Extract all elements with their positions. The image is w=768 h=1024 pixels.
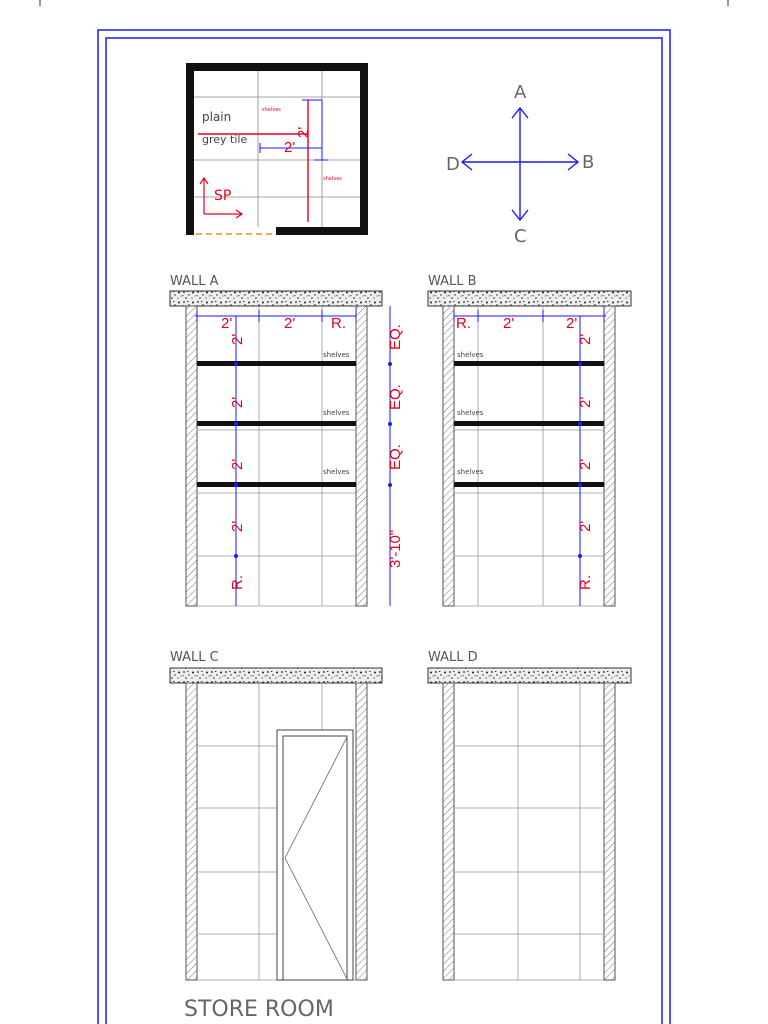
- wall-b-top-dim-2: 2': [503, 315, 515, 332]
- wall-b-shelf-tag-2: shelves: [457, 409, 484, 417]
- wall-b-side-dim-2: 2': [577, 396, 594, 408]
- wall-b-side-dim-5: R.: [577, 575, 594, 590]
- compass-b: B: [582, 152, 595, 173]
- wall-a-top-dim-2: 2': [284, 315, 296, 332]
- wall-a-right-dim-2: EQ.: [387, 384, 404, 410]
- wall-c-elevation: [170, 650, 382, 980]
- compass-arrows-icon: [462, 108, 578, 220]
- floor-plan: [186, 63, 368, 236]
- wall-c-title: WALL C: [170, 650, 219, 665]
- wall-b-title: WALL B: [428, 274, 477, 289]
- wall-a-side-dim-4: 2': [229, 520, 246, 532]
- wall-a-shelf-tag-3: shelves: [323, 468, 350, 476]
- wall-a-title: WALL A: [170, 274, 219, 289]
- plan-shelves-tag-2: shelves: [323, 176, 342, 182]
- wall-b-top-dim-3: 2': [566, 315, 578, 332]
- wall-b-elevation: [428, 274, 631, 606]
- wall-a-side-dim-5: R.: [229, 575, 246, 590]
- plan-dim-vertical: 2': [295, 126, 312, 138]
- wall-d-elevation: [428, 650, 631, 980]
- wall-b-side-dim-3: 2': [577, 458, 594, 470]
- wall-a-right-dim-3: EQ.: [387, 444, 404, 470]
- sheet-title: STORE ROOM: [184, 997, 334, 1022]
- wall-a-elevation: [170, 274, 404, 606]
- wall-a-side-dim-1: 2': [229, 333, 246, 345]
- wall-a-shelf-tag-1: shelves: [323, 351, 350, 359]
- compass-d: D: [446, 154, 460, 175]
- wall-a-side-dim-3: 2': [229, 458, 246, 470]
- plan-shelves-tag: shelves: [262, 107, 281, 113]
- wall-a-side-dim-2: 2': [229, 396, 246, 408]
- wall-b-shelf-tag-1: shelves: [457, 351, 484, 359]
- wall-b-shelf-tag-3: shelves: [457, 468, 484, 476]
- compass-c: C: [514, 226, 527, 247]
- wall-b-side-dim-1: 2': [577, 333, 594, 345]
- wall-d-title: WALL D: [428, 650, 478, 665]
- compass-rose: [446, 82, 594, 247]
- sp-label: SP: [214, 188, 232, 204]
- wall-a-shelf-tag-2: shelves: [323, 409, 350, 417]
- plan-dim-horizontal: 2': [284, 139, 296, 156]
- plan-label-tile: grey tile: [202, 133, 248, 146]
- wall-a-right-dim-4: 3'-10": [387, 529, 404, 568]
- plan-label-plain: plain: [202, 110, 232, 124]
- wall-b-top-dim-1: R.: [456, 315, 471, 332]
- wall-b-side-dim-4: 2': [577, 520, 594, 532]
- wall-a-top-dim-1: 2': [221, 315, 233, 332]
- door: [277, 730, 353, 980]
- compass-a: A: [514, 82, 527, 103]
- wall-a-right-dim-1: EQ.: [387, 324, 404, 350]
- wall-a-top-dim-3: R.: [331, 315, 346, 332]
